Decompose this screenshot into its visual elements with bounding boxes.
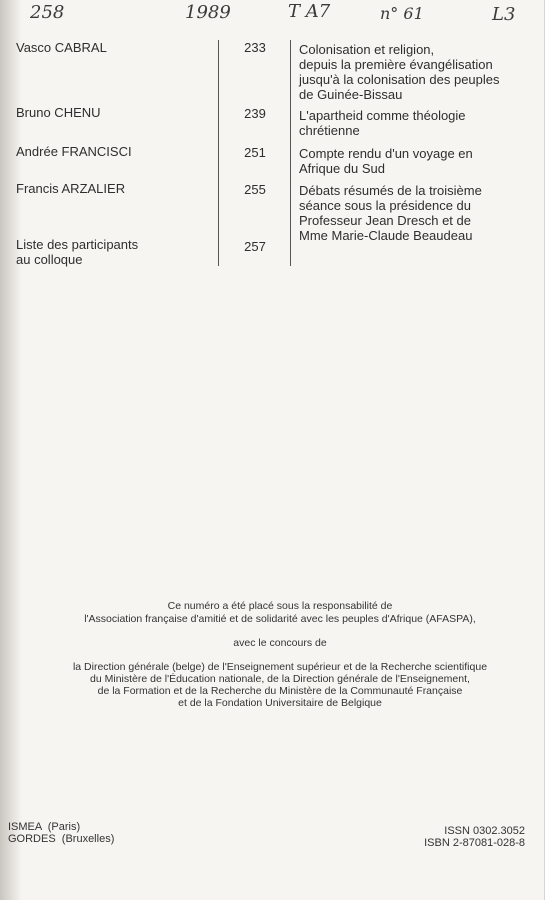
- credits-line: de la Formation et de la Recherche du Ministère de la Communauté Française: [97, 685, 463, 697]
- column-divider: [290, 40, 291, 266]
- handwritten-note: 258: [30, 2, 65, 23]
- page-edge: [544, 0, 558, 900]
- handwritten-note: 1989: [185, 2, 231, 23]
- credits-line: et de la Fondation Universitaire de Belgique: [178, 697, 382, 709]
- publisher-line: ISMEA (Paris): [8, 821, 81, 833]
- toc-author: Francis ARZALIER: [16, 181, 126, 196]
- credits-line: l'Association française d'amitié et de solidarité avec les peuples d'Afrique (AFASPA),: [84, 613, 476, 625]
- toc-title: Colonisation et religion, depuis la première évangélisation jusqu'à la colonisation des peuples de Guinée-Bissau: [299, 42, 500, 102]
- binding-shadow: [0, 0, 22, 900]
- toc-author: Vasco CABRAL: [16, 40, 107, 55]
- credits-line: la Direction générale (belge) de l'Enseignement supérieur et de la Recherche scientifique: [72, 661, 488, 673]
- toc-title: Débats résumés de la troisième séance sous la présidence du Professeur Jean Dresch et de Mme Marie-Claude Beaudeau: [299, 183, 482, 243]
- toc-page-number: 239: [244, 106, 266, 121]
- publisher-line: GORDES (Bruxelles): [8, 833, 115, 845]
- handwritten-note: n° 61: [380, 4, 424, 23]
- toc-page-number: 255: [244, 182, 266, 197]
- isbn: ISBN 2-87081-028-8: [424, 837, 525, 849]
- toc-page-number: 257: [244, 239, 266, 254]
- issn: ISSN 0302.3052: [444, 825, 525, 837]
- credits-line: Ce numéro a été placé sous la responsabilité de: [167, 600, 393, 612]
- credits-line: avec le concours de: [233, 637, 327, 649]
- toc-author: Liste des participants au colloque: [16, 237, 139, 267]
- column-divider: [218, 40, 219, 266]
- handwritten-note: T A7: [288, 1, 331, 22]
- toc-page-number: 251: [244, 145, 266, 160]
- credits-line: du Ministère de l'Éducation nationale, de la Direction générale de l'Enseignement,: [90, 673, 470, 685]
- toc-page-number: 233: [244, 40, 266, 55]
- toc-author: Bruno CHENU: [16, 105, 101, 120]
- handwritten-note: L3: [492, 4, 516, 25]
- toc-author: Andrée FRANCISCI: [16, 144, 132, 159]
- toc-title: L'apartheid comme théologie chrétienne: [299, 108, 466, 138]
- toc-title: Compte rendu d'un voyage en Afrique du Sud: [299, 146, 473, 176]
